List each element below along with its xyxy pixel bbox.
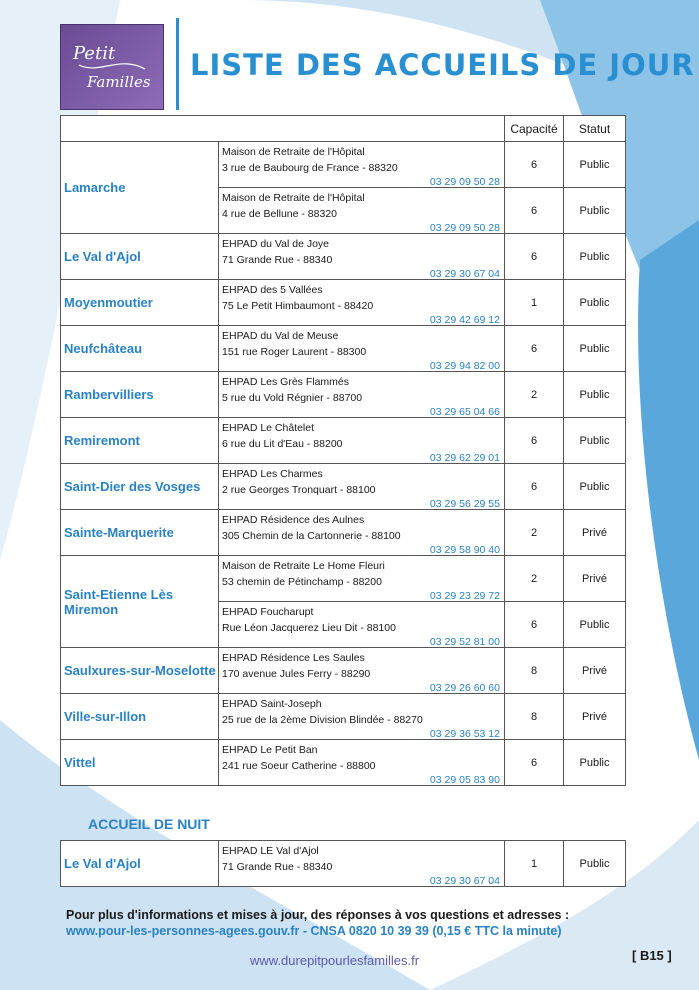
- status-value: Privé: [564, 510, 626, 556]
- facility-name: EHPAD Résidence des Aulnes: [222, 514, 365, 526]
- capacity-value: 1: [505, 841, 564, 887]
- capacity-value: 2: [505, 556, 564, 602]
- facility-address: Rue Léon Jacquerez Lieu Dit - 88100: [222, 622, 396, 634]
- header-status: Statut: [564, 116, 626, 142]
- status-value: Public: [564, 464, 626, 510]
- night-care-table: [60, 840, 626, 887]
- footer-contact-link[interactable]: www.pour-les-personnes-agees.gouv.fr - CNSA 0820 10 39 39 (0,15 € TTC la minute): [66, 924, 562, 938]
- status-value: Public: [564, 326, 626, 372]
- table-row: [61, 326, 626, 372]
- facility-phone: 03 29 26 60 60: [429, 682, 500, 694]
- city-name: Lamarche: [61, 142, 219, 234]
- facility-address: 151 rue Roger Laurent - 88300: [222, 346, 367, 358]
- capacity-value: 1: [505, 280, 564, 326]
- facility-phone: 03 29 09 50 28: [429, 222, 500, 234]
- table-row: [61, 142, 626, 188]
- city-name: Vittel: [61, 740, 219, 786]
- facility-address: 71 Grande Rue - 88340: [222, 861, 333, 873]
- table-row: [61, 234, 626, 280]
- status-value: Privé: [564, 556, 626, 602]
- status-value: Public: [564, 280, 626, 326]
- facility-address: 6 rue du Lit d'Eau - 88200: [222, 438, 343, 450]
- status-value: Privé: [564, 648, 626, 694]
- status-value: Public: [564, 602, 626, 648]
- facility-cell: [219, 142, 505, 188]
- table-row: [61, 694, 626, 740]
- facility-address: 25 rue de la 2ème Division Blindée - 88270: [222, 714, 423, 726]
- facility-name: EHPAD Foucharupt: [222, 606, 314, 618]
- table-row: [61, 648, 626, 694]
- facility-cell: [219, 464, 505, 510]
- city-name: Ville-sur-Illon: [61, 694, 219, 740]
- day-care-table: [60, 115, 626, 786]
- facility-phone: 03 29 52 81 00: [429, 636, 500, 648]
- facility-address: 3 rue de Baubourg de France - 88320: [222, 162, 398, 174]
- facility-name: EHPAD du Val de Meuse: [222, 330, 339, 342]
- facility-name: EHPAD des 5 Vallées: [222, 284, 323, 296]
- header-empty: [61, 116, 505, 142]
- svg-text:Familles: Familles: [87, 73, 151, 91]
- status-value: Public: [564, 142, 626, 188]
- facility-address: 170 avenue Jules Ferry - 88290: [222, 668, 371, 680]
- facility-name: EHPAD Le Petit Ban: [222, 744, 318, 756]
- facility-cell: [219, 602, 505, 648]
- city-name: Saint-Etienne Lès Miremon: [61, 556, 219, 648]
- footer-info-text: Pour plus d'informations et mises à jour, des réponses à vos questions et adresses :: [66, 908, 570, 922]
- capacity-value: 8: [505, 694, 564, 740]
- status-value: Public: [564, 740, 626, 786]
- table-row: [61, 740, 626, 786]
- facility-cell: [219, 188, 505, 234]
- city-name: Saulxures-sur-Moselotte: [61, 648, 219, 694]
- city-name: Moyenmoutier: [61, 280, 219, 326]
- facility-cell: [219, 694, 505, 740]
- facility-cell: [219, 648, 505, 694]
- city-name: Le Val d'Ajol: [61, 841, 219, 887]
- capacity-value: 6: [505, 142, 564, 188]
- table-row: [61, 841, 626, 887]
- header-capacity: Capacité: [505, 116, 564, 142]
- facility-name: Maison de Retraite de l'Hôpital: [222, 192, 365, 204]
- capacity-value: 2: [505, 510, 564, 556]
- city-name: Rambervilliers: [61, 372, 219, 418]
- capacity-value: 6: [505, 464, 564, 510]
- facility-address: 241 rue Soeur Catherine - 88800: [222, 760, 376, 772]
- facility-phone: 03 29 05 83 90: [429, 774, 500, 786]
- status-value: Public: [564, 418, 626, 464]
- table-row: [61, 464, 626, 510]
- facility-phone: 03 29 30 67 04: [429, 875, 500, 887]
- table-row: [61, 280, 626, 326]
- facility-phone: 03 29 56 29 55: [429, 498, 500, 510]
- status-value: Public: [564, 234, 626, 280]
- table-row: [61, 418, 626, 464]
- facility-address: 2 rue Georges Tronquart - 88100: [222, 484, 376, 496]
- facility-phone: 03 29 58 90 40: [429, 544, 500, 556]
- facility-phone: 03 29 09 50 28: [429, 176, 500, 188]
- logo-artwork-icon: [69, 35, 153, 99]
- table-row: [61, 510, 626, 556]
- page-title: LISTE DES ACCUEILS DE JOUR: [190, 48, 695, 82]
- facility-cell: [219, 510, 505, 556]
- facility-address: 71 Grande Rue - 88340: [222, 254, 333, 266]
- facility-name: Maison de Retraite de l'Hôpital: [222, 146, 365, 158]
- facility-cell: [219, 841, 505, 887]
- city-name: Saint-Dier des Vosges: [61, 464, 219, 510]
- capacity-value: 2: [505, 372, 564, 418]
- facility-name: EHPAD Résidence Les Saules: [222, 652, 365, 664]
- facility-phone: 03 29 42 69 12: [429, 314, 500, 326]
- status-value: Privé: [564, 694, 626, 740]
- website-link[interactable]: www.durepitpourlesfamilles.fr: [250, 953, 420, 968]
- capacity-value: 6: [505, 602, 564, 648]
- facility-address: 75 Le Petit Himbaumont - 88420: [222, 300, 374, 312]
- facility-phone: 03 29 30 67 04: [429, 268, 500, 280]
- facility-name: Maison de Retraite Le Home Fleuri: [222, 560, 385, 572]
- facility-cell: [219, 326, 505, 372]
- city-name: Neufchâteau: [61, 326, 219, 372]
- facility-cell: [219, 740, 505, 786]
- facility-cell: [219, 418, 505, 464]
- facility-phone: 03 29 94 82 00: [429, 360, 500, 372]
- facility-cell: [219, 372, 505, 418]
- title-divider: [176, 18, 179, 110]
- logo: [60, 24, 164, 110]
- capacity-value: 6: [505, 326, 564, 372]
- facility-name: EHPAD Les Charmes: [222, 468, 323, 480]
- facility-phone: 03 29 62 29 01: [429, 452, 500, 464]
- status-value: Public: [564, 188, 626, 234]
- facility-name: EHPAD Le Châtelet: [222, 422, 315, 434]
- facility-phone: 03 29 65 04 66: [429, 406, 500, 418]
- capacity-value: 6: [505, 740, 564, 786]
- facility-cell: [219, 280, 505, 326]
- facility-address: 53 chemin de Pétinchamp - 88200: [222, 576, 382, 588]
- facility-name: EHPAD Saint-Joseph: [222, 698, 322, 710]
- city-name: Le Val d'Ajol: [61, 234, 219, 280]
- table-row: [61, 556, 626, 602]
- facility-phone: 03 29 36 53 12: [429, 728, 500, 740]
- facility-address: 5 rue du Vold Régnier - 88700: [222, 392, 363, 404]
- page-number: [ B15 ]: [632, 948, 672, 963]
- capacity-value: 6: [505, 188, 564, 234]
- capacity-value: 6: [505, 234, 564, 280]
- facility-cell: [219, 556, 505, 602]
- status-value: Public: [564, 372, 626, 418]
- city-name: Remiremont: [61, 418, 219, 464]
- facility-name: EHPAD du Val de Joye: [222, 238, 329, 250]
- city-name: Sainte-Marquerite: [61, 510, 219, 556]
- table-row: [61, 372, 626, 418]
- facility-name: EHPAD LE Val d'Ajol: [222, 845, 319, 857]
- capacity-value: 6: [505, 418, 564, 464]
- table-header-row: [61, 116, 626, 142]
- capacity-value: 8: [505, 648, 564, 694]
- svg-text:Petit: Petit: [73, 43, 116, 64]
- facility-cell: [219, 234, 505, 280]
- facility-address: 4 rue de Bellune - 88320: [222, 208, 338, 220]
- facility-phone: 03 29 23 29 72: [429, 590, 500, 602]
- facility-name: EHPAD Les Grès Flammés: [222, 376, 349, 388]
- night-section-title: ACCUEIL DE NUIT: [88, 816, 210, 832]
- facility-address: 305 Chemin de la Cartonnerie - 88100: [222, 530, 401, 542]
- status-value: Public: [564, 841, 626, 887]
